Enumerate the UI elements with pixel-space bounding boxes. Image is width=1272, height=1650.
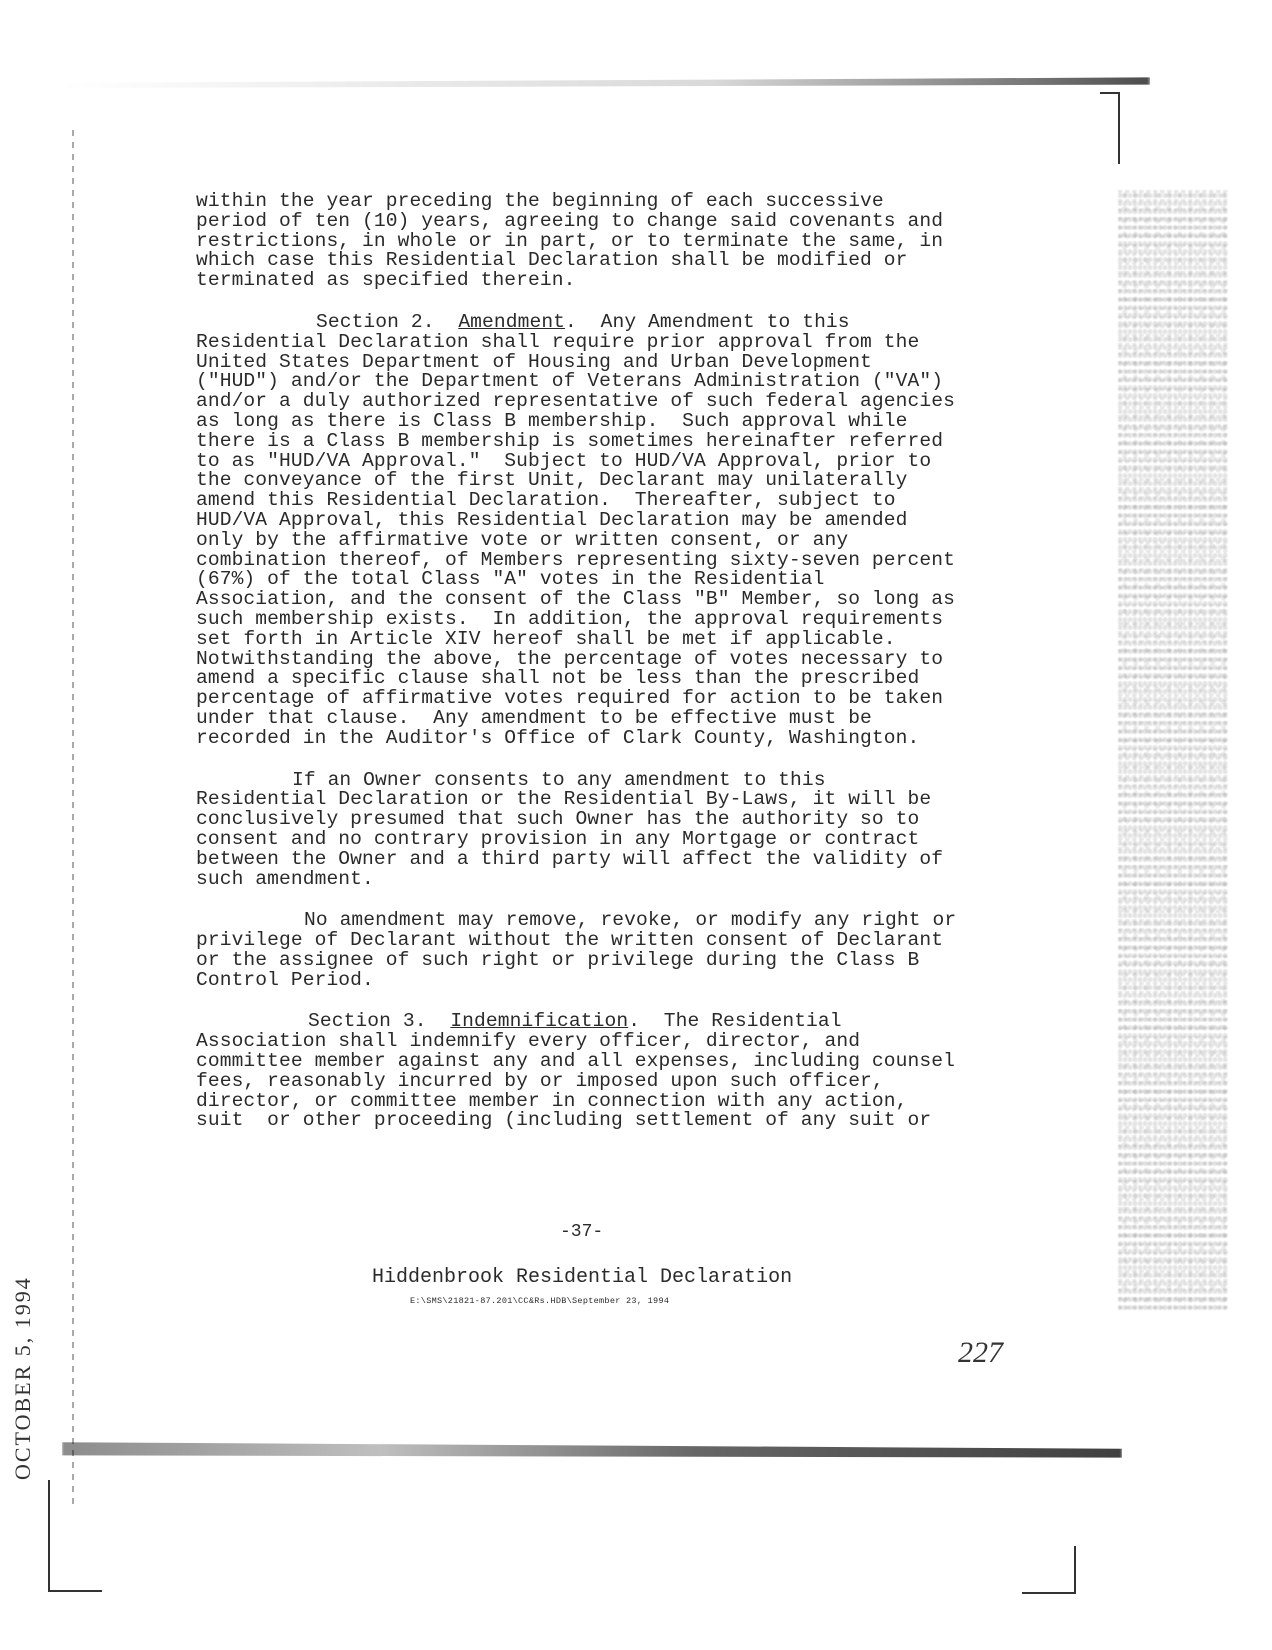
- text-line: director, or committee member in connection with any action,: [196, 1089, 908, 1112]
- text-line: terminated as specified therein.: [196, 269, 576, 292]
- text-line: and/or a duly authorized representative of such federal agencies: [196, 390, 955, 413]
- scan-edge-top: [60, 72, 1150, 90]
- text-line: as long as there is Class B membership. Such approval while: [196, 409, 908, 432]
- text-line: percentage of affirmative votes required for action to be taken: [196, 687, 944, 710]
- text-line: ("HUD") and/or the Department of Veterans Administration ("VA"): [196, 370, 944, 393]
- text-line: period of ten (10) years, agreeing to change said covenants and: [196, 209, 944, 232]
- text-line: privilege of Declarant without the written consent of Declarant: [196, 929, 944, 952]
- text-line: which case this Residential Declaration shall be modified or: [196, 249, 908, 272]
- section-heading: Amendment: [458, 310, 566, 333]
- section-lead-text: . The Residential: [628, 1010, 842, 1033]
- text-line: Association, and the consent of the Class "B" Member, so long as: [196, 588, 955, 611]
- paragraph-declarant-rights: [196, 911, 986, 990]
- crop-mark-bottom-left: [48, 1480, 102, 1592]
- text-line: there is a Class B membership is sometimes hereinafter referred: [196, 429, 944, 452]
- section-label: Section 2.: [316, 310, 459, 333]
- text-line: Association shall indemnify every officer, director, and: [196, 1030, 861, 1053]
- text-line: combination thereof, of Members representing sixty-seven percent: [196, 548, 955, 571]
- text-line: to as "HUD/VA Approval." Subject to HUD/VA Approval, prior to: [196, 449, 932, 472]
- text-line: suit or other proceeding (including settlement of any suit or: [196, 1109, 932, 1132]
- text-line: the conveyance of the first Unit, Declarant may unilaterally: [196, 469, 908, 492]
- paragraph-continuation: [196, 192, 986, 291]
- text-line: Control Period.: [196, 968, 374, 991]
- footer-file-path: E:\SMS\21821-87.201\CC&Rs.HDB\September 23, 1994: [410, 1296, 670, 1306]
- paragraph-first-line: No amendment may remove, revoke, or modify any right or: [304, 909, 957, 932]
- text-line: (67%) of the total Class "A" votes in the Residential: [196, 568, 825, 591]
- text-line: between the Owner and a third party will affect the validity of: [196, 847, 944, 870]
- paragraph-owner-consent: [196, 768, 986, 890]
- text-line: amend a specific clause shall not be less than the prescribed: [196, 667, 920, 690]
- scan-edge-left: [72, 130, 74, 1510]
- text-line: United States Department of Housing and Urban Development: [196, 350, 872, 373]
- text-line: within the year preceding the beginning of each successive: [196, 190, 884, 212]
- text-line: fees, reasonably incurred by or imposed upon such officer,: [196, 1069, 884, 1092]
- recording-folio-number: 227: [958, 1336, 1003, 1369]
- section-lead-text: . Any Amendment to this: [565, 310, 850, 333]
- text-line: recorded in the Auditor's Office of Clark County, Washington.: [196, 726, 920, 749]
- section-label: Section 3.: [308, 1010, 451, 1033]
- text-line: HUD/VA Approval, this Residential Declaration may be amended: [196, 508, 908, 531]
- footer-title: Hiddenbrook Residential Declaration: [372, 1266, 793, 1289]
- text-line: set forth in Article XIV hereof shall be met if applicable.: [196, 627, 896, 650]
- crop-mark-bottom-right: [1022, 1546, 1076, 1594]
- paragraph-section-3-indemnification: [196, 1012, 986, 1131]
- text-line: conclusively presumed that such Owner has the authority so to: [196, 808, 920, 831]
- scan-noise-right: [1118, 190, 1228, 1310]
- text-line: such membership exists. In addition, the approval requirements: [196, 607, 944, 630]
- text-line: or the assignee of such right or privilege during the Class B: [196, 948, 920, 971]
- text-line: consent and no contrary provision in any Mortgage or contract: [196, 827, 920, 850]
- text-line: Notwithstanding the above, the percentage of votes necessary to: [196, 647, 944, 670]
- text-line: only by the affirmative vote or written consent, or any: [196, 528, 849, 551]
- recording-date-stamp: OCTOBER 5, 1994: [10, 1276, 35, 1480]
- document-body: [196, 192, 986, 1153]
- paragraph-section-2-amendment: [196, 310, 986, 749]
- paragraph-first-line: If an Owner consents to any amendment to this: [292, 768, 826, 791]
- text-line: such amendment.: [196, 867, 374, 890]
- text-line: committee member against any and all expenses, including counsel: [196, 1050, 955, 1073]
- text-line: restrictions, in whole or in part, or to terminate the same, in: [196, 229, 944, 252]
- text-line: Residential Declaration or the Residential By-Laws, it will be: [196, 788, 932, 811]
- text-line: amend this Residential Declaration. Thereafter, subject to: [196, 489, 896, 512]
- scan-edge-bottom: [62, 1440, 1122, 1462]
- crop-mark-top-right: [1100, 92, 1120, 164]
- page-number: -37-: [560, 1222, 604, 1242]
- section-heading: Indemnification: [450, 1010, 629, 1033]
- text-line: Residential Declaration shall require prior approval from the: [196, 330, 920, 353]
- text-line: under that clause. Any amendment to be effective must be: [196, 706, 872, 729]
